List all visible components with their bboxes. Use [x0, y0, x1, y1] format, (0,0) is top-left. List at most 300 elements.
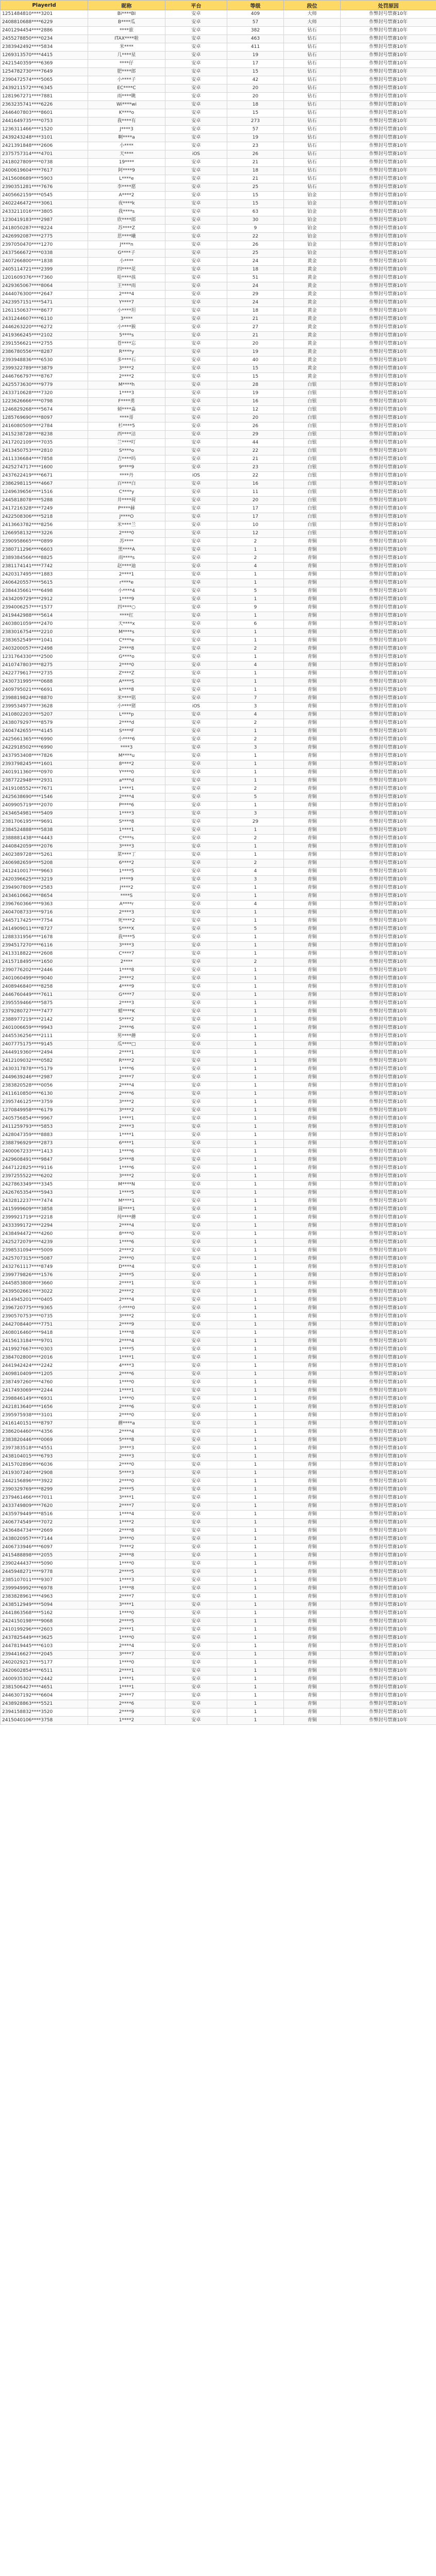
- player-id-cell: 2381506427****4651: [1, 1684, 88, 1692]
- penalty-reason-cell: 作弊封号禁赛10年: [341, 35, 436, 43]
- player-id-cell: 2430731995****0688: [1, 678, 88, 686]
- rank-cell: 青铜: [284, 1008, 341, 1016]
- level-cell: 21: [227, 332, 284, 340]
- table-row: [1, 967, 436, 975]
- player-id-cell: 2439211572****6345: [1, 84, 88, 93]
- platform-cell: 安卓: [165, 1519, 227, 1527]
- player-id-cell: 2415238728****8238: [1, 431, 88, 439]
- level-cell: 1: [227, 909, 284, 917]
- table-row: [1, 373, 436, 381]
- table-row: [1, 266, 436, 274]
- rank-cell: 青铜: [284, 1601, 341, 1609]
- table-row: [1, 1321, 436, 1329]
- level-cell: 1: [227, 1008, 284, 1016]
- table-row: [1, 497, 436, 505]
- level-cell: 2: [227, 958, 284, 967]
- rank-cell: 青铜: [284, 1667, 341, 1675]
- platform-cell: 安卓: [165, 1131, 227, 1140]
- penalty-reason-cell: 作弊封号禁赛10年: [341, 93, 436, 101]
- nickname-cell: P****赫: [88, 505, 165, 513]
- rank-cell: 黄金: [284, 348, 341, 357]
- penalty-reason-cell: 作弊封号禁赛10年: [341, 1478, 436, 1486]
- penalty-reason-cell: 作弊封号禁赛10年: [341, 843, 436, 851]
- table-row: [1, 332, 436, 340]
- platform-cell: 安卓: [165, 909, 227, 917]
- rank-cell: 青铜: [284, 1478, 341, 1486]
- nickname-cell: 苍****忘: [88, 340, 165, 348]
- table-row: [1, 876, 436, 884]
- platform-cell: 安卓: [165, 1041, 227, 1049]
- platform-cell: 安卓: [165, 332, 227, 340]
- level-cell: 1: [227, 1123, 284, 1131]
- nickname-cell: G****7: [88, 991, 165, 999]
- level-cell: 7: [227, 694, 284, 703]
- player-id-cell: 2417202109****7035: [1, 439, 88, 447]
- table-row: [1, 1700, 436, 1708]
- rank-cell: 青铜: [284, 596, 341, 604]
- rank-cell: 青铜: [284, 1568, 341, 1577]
- platform-cell: 安卓: [165, 538, 227, 546]
- penalty-reason-cell: 作弊封号禁赛10年: [341, 1313, 436, 1321]
- penalty-reason-cell: 作弊封号禁赛10年: [341, 1609, 436, 1618]
- nickname-cell: 3****2: [88, 1313, 165, 1321]
- rank-cell: 青铜: [284, 1346, 341, 1354]
- penalty-reason-cell: 作弊封号禁赛10年: [341, 1107, 436, 1115]
- rank-cell: 青铜: [284, 1453, 341, 1461]
- nickname-cell: 3****2: [88, 1098, 165, 1107]
- table-row: [1, 381, 436, 389]
- level-cell: 1: [227, 843, 284, 851]
- level-cell: 29: [227, 431, 284, 439]
- penalty-reason-cell: 作弊封号禁赛10年: [341, 1181, 436, 1189]
- player-id-cell: 1254782730****7649: [1, 68, 88, 76]
- level-cell: 1: [227, 950, 284, 958]
- player-id-cell: 2441863568****5162: [1, 1609, 88, 1618]
- rank-cell: 青铜: [284, 678, 341, 686]
- player-id-cell: 2394907809****2583: [1, 884, 88, 892]
- level-cell: 28: [227, 381, 284, 389]
- player-id-cell: 1270849958****6179: [1, 1107, 88, 1115]
- player-id-cell: 2425573630****9779: [1, 381, 88, 389]
- level-cell: 24: [227, 258, 284, 266]
- table-row: [1, 1494, 436, 1502]
- nickname-cell: 1****6: [88, 1148, 165, 1156]
- player-id-cell: 2415488898****2055: [1, 1552, 88, 1560]
- player-id-cell: 2419442988****5614: [1, 612, 88, 620]
- table-row: [1, 1164, 436, 1173]
- penalty-reason-cell: 作弊封号禁赛10年: [341, 200, 436, 208]
- platform-cell: 安卓: [165, 513, 227, 521]
- player-id-cell: 2405114721****2399: [1, 266, 88, 274]
- level-cell: 1: [227, 1329, 284, 1337]
- table-row: [1, 480, 436, 488]
- table-row: [1, 1642, 436, 1651]
- platform-cell: 安卓: [165, 1354, 227, 1362]
- rank-cell: 青铜: [284, 991, 341, 999]
- table-row: [1, 1535, 436, 1544]
- penalty-reason-cell: 作弊封号禁赛10年: [341, 472, 436, 480]
- rank-cell: 青铜: [284, 1544, 341, 1552]
- table-row: [1, 802, 436, 810]
- rank-cell: 青铜: [284, 1593, 341, 1601]
- level-cell: 1: [227, 802, 284, 810]
- platform-cell: 安卓: [165, 389, 227, 398]
- rank-cell: 青铜: [284, 653, 341, 662]
- nickname-cell: 2****2: [88, 1247, 165, 1255]
- level-cell: 25: [227, 183, 284, 192]
- nickname-cell: J****O: [88, 513, 165, 521]
- penalty-reason-cell: 作弊封号禁赛10年: [341, 258, 436, 266]
- rank-cell: 青铜: [284, 1140, 341, 1148]
- penalty-reason-cell: 作弊封号禁赛10年: [341, 1173, 436, 1181]
- penalty-reason-cell: 作弊封号禁赛10年: [341, 1387, 436, 1395]
- penalty-reason-cell: 作弊封号禁赛10年: [341, 505, 436, 513]
- platform-cell: 安卓: [165, 1379, 227, 1387]
- table-row: [1, 1272, 436, 1280]
- penalty-reason-cell: 作弊封号禁赛10年: [341, 1024, 436, 1032]
- nickname-cell: 2****7: [88, 1074, 165, 1082]
- rank-cell: 青铜: [284, 1560, 341, 1568]
- penalty-reason-cell: 作弊封号禁赛10年: [341, 307, 436, 315]
- penalty-reason-cell: 作弊封号禁赛10年: [341, 513, 436, 521]
- rank-cell: 青铜: [284, 1024, 341, 1032]
- table-row: [1, 596, 436, 604]
- platform-cell: 安卓: [165, 1239, 227, 1247]
- platform-cell: 安卓: [165, 983, 227, 991]
- platform-cell: 安卓: [165, 422, 227, 431]
- rank-cell: 青铜: [284, 587, 341, 596]
- rank-cell: 青铜: [284, 1535, 341, 1544]
- rank-cell: 大师: [284, 19, 341, 27]
- table-row: [1, 793, 436, 802]
- nickname-cell: 3****3: [88, 942, 165, 950]
- player-id-cell: 2434654981****5409: [1, 810, 88, 818]
- nickname-cell: 1****5: [88, 868, 165, 876]
- player-id-cell: 2398819824****8870: [1, 694, 88, 703]
- level-cell: 15: [227, 109, 284, 117]
- nickname-cell: Z****Z: [88, 670, 165, 678]
- table-row: [1, 571, 436, 579]
- penalty-reason-cell: 作弊封号禁赛10年: [341, 859, 436, 868]
- rank-cell: 铂金: [284, 208, 341, 216]
- nickname-cell: 1****0: [88, 1634, 165, 1642]
- rank-cell: 青铜: [284, 1321, 341, 1329]
- penalty-reason-cell: 作弊封号禁赛10年: [341, 84, 436, 93]
- player-id-cell: 2429365067****8064: [1, 282, 88, 291]
- penalty-reason-cell: 作弊封号禁赛10年: [341, 1577, 436, 1585]
- penalty-reason-cell: 作弊封号禁赛10年: [341, 480, 436, 488]
- penalty-reason-cell: 作弊封号禁赛10年: [341, 27, 436, 35]
- player-id-cell: 2386204460****4356: [1, 1428, 88, 1436]
- rank-cell: 青铜: [284, 1494, 341, 1502]
- table-row: [1, 1346, 436, 1354]
- rank-cell: 青铜: [284, 1486, 341, 1494]
- penalty-reason-cell: 作弊封号禁赛10年: [341, 1700, 436, 1708]
- level-cell: 1: [227, 884, 284, 892]
- player-id-cell: 1251484810****3201: [1, 10, 88, 19]
- platform-cell: 安卓: [165, 324, 227, 332]
- table-row: [1, 117, 436, 126]
- platform-cell: 安卓: [165, 1486, 227, 1494]
- player-id-cell: 2455278850****0234: [1, 35, 88, 43]
- level-cell: 1: [227, 1230, 284, 1239]
- player-id-cell: 2438928863****5521: [1, 1700, 88, 1708]
- player-id-cell: 2434209729****2912: [1, 596, 88, 604]
- table-row: [1, 52, 436, 60]
- platform-cell: 安卓: [165, 35, 227, 43]
- rank-cell: 青铜: [284, 694, 341, 703]
- player-id-cell: 2408016460****9418: [1, 1329, 88, 1337]
- table-row: [1, 711, 436, 719]
- player-id-cell: 2432812237****7474: [1, 1197, 88, 1206]
- player-id-cell: 2380711296****6603: [1, 546, 88, 554]
- penalty-reason-cell: 作弊封号禁赛10年: [341, 604, 436, 612]
- level-cell: 15: [227, 68, 284, 76]
- rank-cell: 白银: [284, 505, 341, 513]
- level-cell: 4: [227, 563, 284, 571]
- level-cell: 1: [227, 917, 284, 925]
- penalty-reason-cell: 作弊封号禁赛10年: [341, 373, 436, 381]
- nickname-cell: J****2: [88, 884, 165, 892]
- penalty-reason-cell: 作弊封号禁赛10年: [341, 703, 436, 711]
- nickname-cell: 多****石: [88, 357, 165, 365]
- player-id-cell: 2383820528****0056: [1, 1082, 88, 1090]
- platform-cell: 安卓: [165, 291, 227, 299]
- platform-cell: 安卓: [165, 1189, 227, 1197]
- penalty-reason-cell: 作弊封号禁赛10年: [341, 167, 436, 175]
- table-row: [1, 1337, 436, 1346]
- penalty-reason-cell: 作弊封号禁赛10年: [341, 670, 436, 678]
- penalty-reason-cell: 作弊封号禁赛10年: [341, 851, 436, 859]
- player-id-cell: 2384524888****5838: [1, 826, 88, 835]
- rank-cell: 青铜: [284, 1337, 341, 1346]
- platform-cell: 安卓: [165, 1016, 227, 1024]
- player-id-cell: 2390244437****5090: [1, 1560, 88, 1568]
- nickname-cell: ****红: [88, 612, 165, 620]
- platform-cell: 安卓: [165, 1642, 227, 1651]
- penalty-reason-cell: 作弊封号禁赛10年: [341, 1272, 436, 1280]
- platform-cell: 安卓: [165, 917, 227, 925]
- table-row: [1, 1148, 436, 1156]
- rank-cell: 青铜: [284, 925, 341, 934]
- player-id-cell: 2413318822****2608: [1, 950, 88, 958]
- player-id-cell: 2409795021****6691: [1, 686, 88, 694]
- platform-cell: 安卓: [165, 1461, 227, 1469]
- player-id-cell: 2407266800****1838: [1, 258, 88, 266]
- table-row: [1, 1445, 436, 1453]
- level-cell: 3: [227, 703, 284, 711]
- player-id-cell: 2394006257****1577: [1, 604, 88, 612]
- penalty-reason-cell: 作弊封号禁赛10年: [341, 546, 436, 554]
- platform-cell: 安卓: [165, 1247, 227, 1255]
- rank-cell: 白银: [284, 381, 341, 389]
- table-row: [1, 348, 436, 357]
- platform-cell: 安卓: [165, 736, 227, 744]
- platform-cell: 安卓: [165, 1560, 227, 1568]
- player-id-cell: 2384435661****6498: [1, 587, 88, 596]
- rank-cell: 铂金: [284, 225, 341, 233]
- platform-cell: 安卓: [165, 1544, 227, 1552]
- nickname-cell: 2****7: [88, 1502, 165, 1511]
- player-id-cell: 2407775175****9145: [1, 1041, 88, 1049]
- table-row: [1, 645, 436, 653]
- platform-cell: 安卓: [165, 1593, 227, 1601]
- player-id-cell: 2422779617****2735: [1, 670, 88, 678]
- player-id-cell: 2390570753****0735: [1, 1313, 88, 1321]
- player-id-cell: 2437825449****3625: [1, 1634, 88, 1642]
- player-id-cell: 2416080509****2784: [1, 422, 88, 431]
- penalty-reason-cell: 作弊封号禁赛10年: [341, 488, 436, 497]
- rank-cell: 白银: [284, 464, 341, 472]
- penalty-reason-cell: 作弊封号禁赛10年: [341, 1362, 436, 1370]
- platform-cell: 安卓: [165, 1222, 227, 1230]
- table-row: [1, 1065, 436, 1074]
- nickname-cell: 2****3: [88, 999, 165, 1008]
- penalty-reason-cell: 作弊封号禁赛10年: [341, 68, 436, 76]
- platform-cell: 安卓: [165, 1478, 227, 1486]
- table-row: [1, 892, 436, 901]
- level-cell: 1: [227, 1445, 284, 1453]
- platform-cell: 安卓: [165, 406, 227, 414]
- level-cell: 26: [227, 422, 284, 431]
- player-id-cell: 2401006659****9943: [1, 1024, 88, 1032]
- level-cell: 24: [227, 299, 284, 307]
- rank-cell: 白银: [284, 398, 341, 406]
- penalty-reason-cell: 作弊封号禁赛10年: [341, 991, 436, 999]
- table-row: [1, 1708, 436, 1717]
- rank-cell: 青铜: [284, 1098, 341, 1107]
- table-row: [1, 785, 436, 793]
- level-cell: 1: [227, 1156, 284, 1164]
- table-row: [1, 1329, 436, 1337]
- nickname-cell: 5****s: [88, 332, 165, 340]
- platform-cell: 安卓: [165, 1280, 227, 1288]
- level-cell: 1: [227, 1560, 284, 1568]
- nickname-cell: A****S: [88, 678, 165, 686]
- rank-cell: 青铜: [284, 620, 341, 629]
- rank-cell: 黄金: [284, 258, 341, 266]
- rank-cell: 黄金: [284, 340, 341, 348]
- level-cell: 1: [227, 1387, 284, 1395]
- platform-cell: 安卓: [165, 1173, 227, 1181]
- table-row: [1, 1181, 436, 1189]
- nickname-cell: 1****6: [88, 1065, 165, 1074]
- platform-cell: 安卓: [165, 1618, 227, 1626]
- table-row: [1, 1041, 436, 1049]
- level-cell: 23: [227, 142, 284, 150]
- level-cell: 18: [227, 307, 284, 315]
- rank-cell: 青铜: [284, 1370, 341, 1379]
- rank-cell: 青铜: [284, 1717, 341, 1725]
- platform-cell: 安卓: [165, 183, 227, 192]
- table-row: [1, 1659, 436, 1667]
- platform-cell: 安卓: [165, 1214, 227, 1222]
- player-id-cell: 2439502661****3022: [1, 1288, 88, 1296]
- header-row: [1, 1, 436, 10]
- level-cell: 1: [227, 1370, 284, 1379]
- platform-cell: 安卓: [165, 1626, 227, 1634]
- player-id-cell: 2446766797****8767: [1, 373, 88, 381]
- rank-cell: 青铜: [284, 670, 341, 678]
- level-cell: 1: [227, 760, 284, 769]
- rank-cell: 青铜: [284, 1148, 341, 1156]
- nickname-cell: 2****0: [88, 530, 165, 538]
- nickname-cell: 2****1: [88, 1280, 165, 1288]
- nickname-cell: 2****3: [88, 1453, 165, 1461]
- rank-cell: 铂金: [284, 200, 341, 208]
- rank-cell: 青铜: [284, 1428, 341, 1436]
- level-cell: 409: [227, 10, 284, 19]
- nickname-cell: 井****荷: [88, 497, 165, 505]
- rank-cell: 青铜: [284, 1684, 341, 1692]
- level-cell: 51: [227, 274, 284, 282]
- table-row: [1, 27, 436, 35]
- platform-cell: 安卓: [165, 497, 227, 505]
- platform-cell: 安卓: [165, 662, 227, 670]
- level-cell: 1: [227, 1453, 284, 1461]
- player-id-cell: 2401294454****2886: [1, 27, 88, 35]
- level-cell: 2: [227, 859, 284, 868]
- nickname-cell: S****F: [88, 727, 165, 736]
- platform-cell: 安卓: [165, 612, 227, 620]
- penalty-reason-cell: 作弊封号禁赛10年: [341, 876, 436, 884]
- player-id-cell: 2417216328****7249: [1, 505, 88, 513]
- nickname-cell: F****勇: [88, 398, 165, 406]
- player-id-cell: 2438104015****6793: [1, 1453, 88, 1461]
- penalty-reason-cell: 作弊封号禁赛10年: [341, 1321, 436, 1329]
- platform-cell: 安卓: [165, 1074, 227, 1082]
- player-id-cell: 2415702896****6036: [1, 1461, 88, 1469]
- penalty-reason-cell: 作弊封号禁赛10年: [341, 563, 436, 571]
- penalty-reason-cell: 作弊封号禁赛10年: [341, 109, 436, 117]
- nickname-cell: 苏****Z: [88, 225, 165, 233]
- rank-cell: 青铜: [284, 1032, 341, 1041]
- platform-cell: 安卓: [165, 744, 227, 752]
- penalty-reason-cell: 作弊封号禁赛10年: [341, 183, 436, 192]
- platform-cell: 安卓: [165, 1024, 227, 1032]
- platform-cell: 安卓: [165, 431, 227, 439]
- nickname-cell: 蜡****K: [88, 1008, 165, 1016]
- table-row: [1, 389, 436, 398]
- table-row: [1, 1478, 436, 1486]
- nickname-cell: 圆****1: [88, 1206, 165, 1214]
- platform-cell: 安卓: [165, 208, 227, 216]
- table-row: [1, 291, 436, 299]
- player-id-cell: 2389384566****8825: [1, 554, 88, 563]
- player-id-cell: 2423957151****5471: [1, 299, 88, 307]
- level-cell: 1: [227, 1148, 284, 1156]
- penalty-reason-cell: 作弊封号禁赛10年: [341, 1065, 436, 1074]
- level-cell: 463: [227, 35, 284, 43]
- platform-cell: 安卓: [165, 1585, 227, 1593]
- level-cell: 1: [227, 1585, 284, 1593]
- penalty-reason-cell: 作弊封号禁赛10年: [341, 1552, 436, 1560]
- player-id-cell: 2383820446****0069: [1, 1436, 88, 1445]
- table-row: [1, 439, 436, 447]
- nickname-cell: 1****8: [88, 1329, 165, 1337]
- platform-cell: 安卓: [165, 719, 227, 727]
- table-row: [1, 365, 436, 373]
- level-cell: 22: [227, 233, 284, 241]
- player-id-cell: 2405662159****0545: [1, 192, 88, 200]
- platform-cell: 安卓: [165, 678, 227, 686]
- rank-cell: 青铜: [284, 909, 341, 917]
- level-cell: 5: [227, 793, 284, 802]
- penalty-reason-cell: 作弊封号禁赛10年: [341, 431, 436, 439]
- rank-cell: 青铜: [284, 1230, 341, 1239]
- player-id-cell: 2396760366****9363: [1, 901, 88, 909]
- level-cell: 1: [227, 1626, 284, 1634]
